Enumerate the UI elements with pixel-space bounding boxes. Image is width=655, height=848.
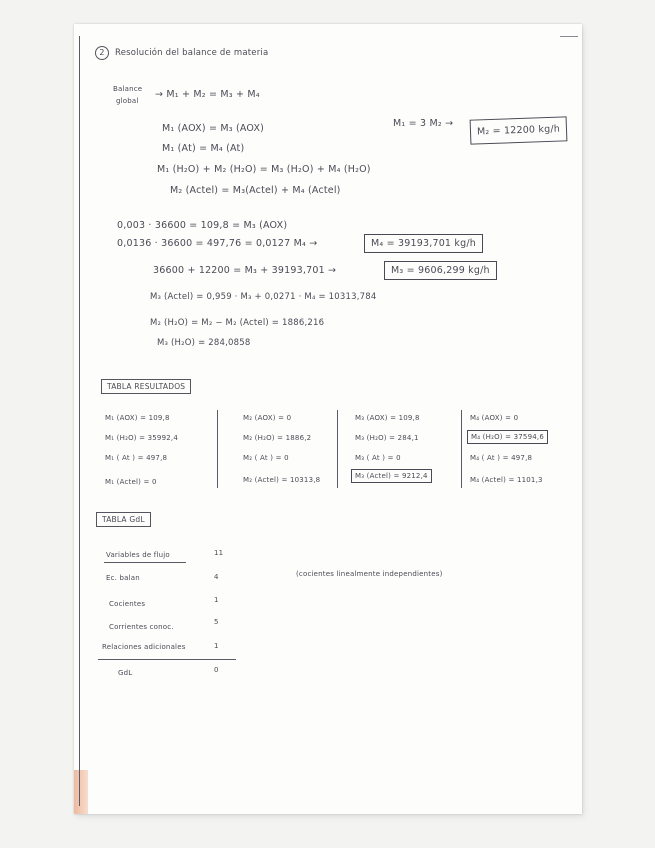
m2-result: M₂ = 12200 kg/h [470,116,568,144]
results-divider [337,410,338,488]
gdl-total-value: 0 [214,666,219,674]
gdl-note: (cocientes linealmente independientes) [296,570,443,578]
calc-actel: M₃ (Actel) = 0,959 · M₃ + 0,0271 · M₄ = 10313,784 [150,292,377,302]
results-cell: M₄ (AOX) = 0 [470,414,519,422]
gdl-row-label: Cocientes [109,600,146,608]
results-divider [217,410,218,488]
results-cell: M₂ (Actel) = 10313,8 [243,476,321,484]
gdl-row-value: 11 [214,549,224,557]
calc-m3-h2o: M₃ (H₂O) = 284,0858 [157,338,251,348]
eq-actel: M₂ (Actel) = M₃(Actel) + M₄ (Actel) [170,185,341,196]
gdl-total-line [98,659,236,660]
calc-at: 0,0136 · 36600 = 497,76 = 0,0127 M₄ → [117,238,318,249]
m4-result: M₄ = 39193,701 kg/h [364,234,483,253]
gdl-total-label: GdL [118,669,133,677]
results-cell: M₄ (Actel) = 1101,3 [470,476,543,484]
results-table-title: TABLA RESULTADOS [101,379,191,394]
results-cell: M₄ (H₂O) = 37594,6 [467,430,548,444]
balance-label-1: Balance [113,85,143,93]
m3-result: M₃ = 9606,299 kg/h [384,261,497,280]
gdl-row-label: Ec. balan [106,574,140,582]
results-cell: M₁ (Actel) = 0 [105,478,157,486]
calc-m2-h2o: M₂ (H₂O) = M₂ − M₂ (Actel) = 1886,216 [150,318,325,328]
eq-aox: M₁ (AOX) = M₃ (AOX) [162,123,265,134]
results-cell: M₄ ( At ) = 497,8 [470,454,533,462]
calc-total: 36600 + 12200 = M₃ + 39193,701 → [153,265,337,276]
corner-mark [560,36,578,37]
results-cell: M₃ (AOX) = 109,8 [355,414,420,422]
eq-h2o: M₁ (H₂O) + M₂ (H₂O) = M₃ (H₂O) + M₄ (H₂O) [157,164,371,175]
balance-label-2: global [116,97,139,105]
results-cell: M₂ (AOX) = 0 [243,414,292,422]
gdl-row-value: 1 [214,596,219,604]
gdl-row-label: Corrientes conoc. [109,623,174,631]
gdl-row-label: Relaciones adicionales [102,643,186,651]
results-cell: M₃ (Actel) = 9212,4 [351,469,432,483]
margin-line [79,36,80,806]
gdl-row-value: 4 [214,573,219,581]
results-divider [461,410,462,488]
gdl-row-label: Variables de flujo [106,551,170,559]
section-title: Resolución del balance de materia [115,48,269,58]
results-cell: M₃ ( At ) = 0 [355,454,401,462]
gdl-row-value: 5 [214,618,219,626]
section-number: 2 [95,46,109,60]
eq-global: → M₁ + M₂ = M₃ + M₄ [155,89,260,100]
results-cell: M₁ ( At ) = 497,8 [105,454,168,462]
gdl-row-value: 1 [214,642,219,650]
results-cell: M₃ (H₂O) = 284,1 [355,434,419,442]
gdl-table-title: TABLA GdL [96,512,151,527]
m1-relation: M₁ = 3 M₂ → [393,118,454,129]
calc-aox: 0,003 · 36600 = 109,8 = M₃ (AOX) [117,220,288,231]
results-cell: M₁ (AOX) = 109,8 [105,414,170,422]
results-cell: M₂ (H₂O) = 1886,2 [243,434,312,442]
results-cell: M₂ ( At ) = 0 [243,454,289,462]
eq-at: M₁ (At) = M₄ (At) [162,143,245,154]
results-cell: M₁ (H₂O) = 35992,4 [105,434,178,442]
gdl-underline [104,562,186,563]
scan-edge-artifact [74,770,88,814]
section-heading [95,46,268,60]
